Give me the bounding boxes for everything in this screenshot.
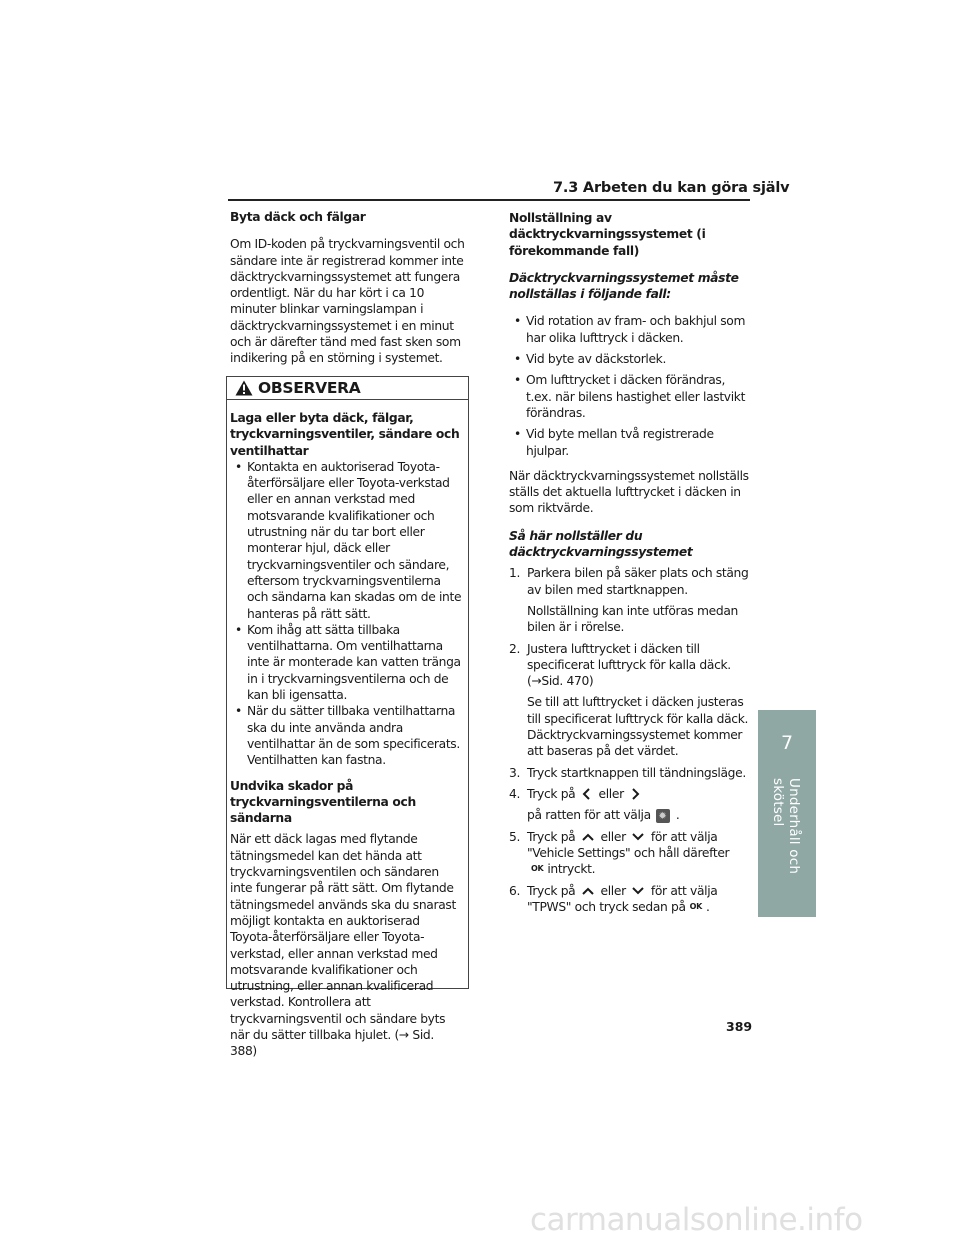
step-2-note: Se till att lufttrycket i däcken justeras till specificerat lufttryck för kalla däck. Däcktryckvarningssystemet kommer att baseras på det värdet. xyxy=(527,695,749,759)
observera-box xyxy=(226,376,469,1059)
left-heading: Byta däck och fälgar xyxy=(230,210,366,224)
chevron-left-icon xyxy=(579,787,595,801)
observera-bullet: • Kontakta en auktoriserad Toyota-återförsäljare eller Toyota-verkstad eller en annan verkstad med motsvarande kvalifikationer och utrustning när du tar bort eller monterar hjul, däck eller tryckvarningsventiler och sändare, eftersom tryckvarningsventilerna och sändarna kan skadas om de inte hanteras på rätt sätt. xyxy=(235,459,462,621)
chevron-down-icon xyxy=(629,885,647,897)
chevron-right-icon xyxy=(627,787,643,801)
page-number: 389 xyxy=(726,1019,753,1034)
step-2: 2. Justera lufttrycket i däcken till specificerat lufttryck för kalla däck. (→Sid. 470) xyxy=(509,641,731,689)
warning-icon xyxy=(235,380,253,396)
step-5: 5. Tryck på eller för att välja "Vehicle Settings" och håll därefter OK intryckt. xyxy=(509,829,730,877)
chapter-number: 7 xyxy=(780,732,794,754)
observera-body xyxy=(227,400,468,1060)
settings-gear-icon xyxy=(656,809,670,823)
observera-bullet: • När du sätter tillbaka ventilhattarna ska du inte använda andra ventilhattar än de som specificerats. Ventilhatten kan fastna. xyxy=(235,704,460,768)
watermark: carmanualsonline.info xyxy=(530,1202,863,1238)
right-subheading-2: Så här nollställer du däcktryckvarningssystemet xyxy=(509,528,693,560)
left-intro: Om ID-koden på tryckvarningsventil och sändare inte är registrerad kommer inte däcktryckvarningssystemet att fungera ordentligt. När du har kört i ca 10 minuter blinkar varningslampan i däcktryckvarningssystemet i en minut och är därefter tänd med fast sken som indikering på en störning i systemet. xyxy=(230,237,465,366)
step-4-continued: på ratten för att välja ✹ . xyxy=(509,807,753,823)
step-6: 6. Tryck på eller för att välja "TPWS" och tryck sedan på OK . xyxy=(509,883,718,915)
right-column xyxy=(509,210,753,916)
observera-bullet: • Kom ihåg att sätta tillbaka ventilhattarna. Om ventilhattarna inte är monterade kan vatten tränga in i tryckvarningsventilerna och de kan bli igensatta. xyxy=(235,622,461,703)
left-column xyxy=(230,209,470,367)
right-bullet: • Om lufttrycket i däcken förändras, t.ex. när bilens hastighet eller lastvikt förändras. xyxy=(514,373,746,420)
chapter-tab xyxy=(758,710,816,917)
step-3: 3. Tryck startknappen till tändningsläge. xyxy=(509,765,746,780)
ok-button-icon: OK xyxy=(689,902,702,912)
chevron-up-icon xyxy=(579,831,597,843)
right-heading: Nollställning av däcktryckvarningssystemet (i förekommande fall) xyxy=(509,211,706,258)
step-1: 1. Parkera bilen på säker plats och stäng av bilen med startknappen. xyxy=(509,566,749,597)
observera-subheading-1: Laga eller byta däck, fälgar, tryckvarningsventiler, sändare och ventilhattar xyxy=(230,411,460,458)
right-paragraph: När däcktryckvarningssystemet nollställs ställs det aktuella lufttrycket i däcken in som riktvärde. xyxy=(509,468,749,516)
right-bullet: • Vid byte mellan två registrerade hjulpar. xyxy=(514,427,714,458)
header-rule xyxy=(228,199,750,201)
chevron-up-icon xyxy=(579,885,597,897)
ok-button-icon: OK xyxy=(531,864,544,874)
section-title: 7.3 Arbeten du kan göra själv xyxy=(553,180,790,196)
chevron-down-icon xyxy=(629,831,647,843)
right-bullet: • Vid byte av däckstorlek. xyxy=(514,352,667,367)
observera-paragraph: När ett däck lagas med flytande tätningsmedel kan det hända att tryckvarningsventilen och sändaren inte fungerar på rätt sätt. Om flytande tätningsmedel används ska du snarast möjligt kontakta en auktoriserad Toyota-återförsäljare eller Toyota-verkstad, eller annan verkstad med motsvarande kvalifikationer och utrustning, eller annan kvalificerad verkstad. Kontrollera att tryckvarningsventil och sändare byts när du sätter tillbaka hjulet. (→ Sid. 388) xyxy=(230,832,456,1059)
step-4: 4. Tryck på eller xyxy=(509,786,753,802)
observera-subheading-2: Undvika skador på tryckvarningsventilerna och sändarna xyxy=(230,778,416,826)
right-subheading-1: Däcktryckvarningssystemet måste nollställas i följande fall: xyxy=(509,270,739,302)
step-1-note: Nollställning kan inte utföras medan bilen är i rörelse. xyxy=(527,603,738,635)
chapter-label: Underhåll och skötsel xyxy=(770,778,802,875)
right-bullet: • Vid rotation av fram- och bakhjul som har olika lufttryck i däcken. xyxy=(514,314,746,345)
observera-title: OBSERVERA xyxy=(258,379,361,397)
observera-header xyxy=(227,377,468,400)
